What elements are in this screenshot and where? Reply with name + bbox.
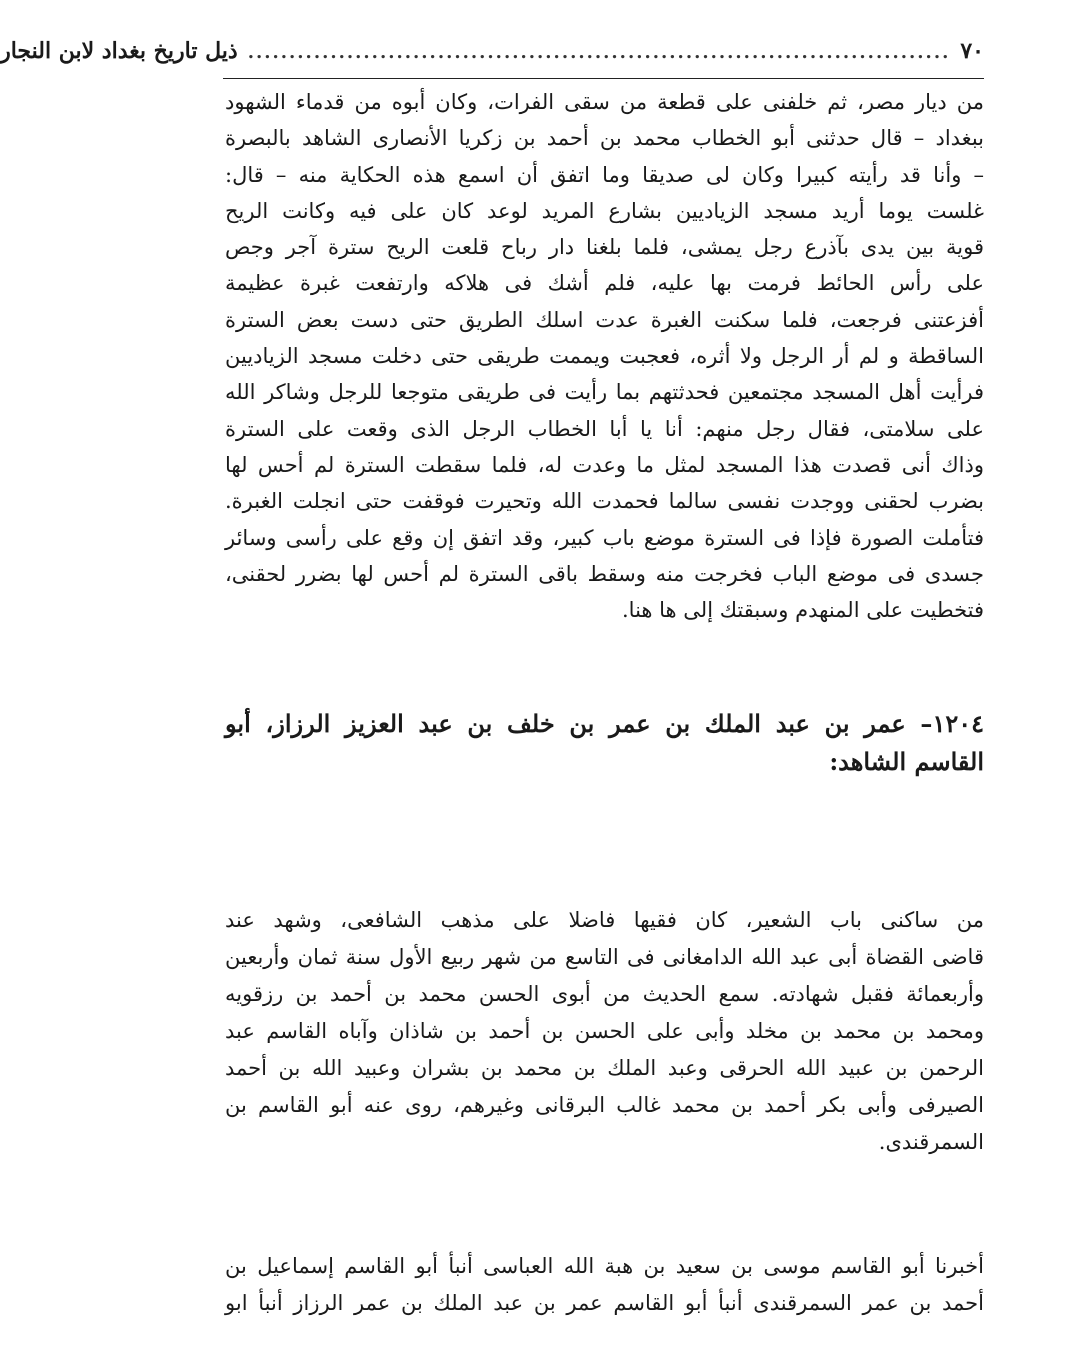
text-line: من ساكنى باب الشعير، كان فقيها فاضلا على مذهب الشافعى، وشهد عند — [225, 908, 984, 932]
text-line: أخبرنا أبو القاسم موسى بن سعيد بن هبة الله العباسى أنبأ أبو القاسم إسماعيل بن — [225, 1254, 984, 1278]
text-line: غلست يوما أريد مسجد الزياديين بشارع المريد لوعد كان على فيه وكانت الريح — [225, 198, 984, 223]
book-title: ذيل تاريخ بغداد لابن النجار — [0, 38, 238, 64]
text-line: على سلامتى، فقال رجل منهم: أنا يا أبا الخطاب الرجل الذى وقعت على السترة — [225, 416, 984, 441]
text-line: فتأملت الصورة فإذا فى السترة موضع باب كبير، وقد اتفق إن وقع على رأسى وسائر — [225, 525, 984, 550]
leader-dots: ..................................................................................... — [247, 42, 951, 63]
text-line: من ديار مصر، ثم خلفنى على قطعة من سقى الفرات، وكان أبوه من قدماء الشهود — [225, 90, 984, 114]
text-line: – وأنا قد رأيته كبيرا وكان لى صديقا وما اتفق أن اسمع هذه الحكاية منه – قال: — [225, 162, 984, 187]
isnad-paragraph — [225, 1248, 984, 1322]
entry-heading-line: القاسم الشاهد: — [829, 747, 984, 776]
text-line: وأربعمائة فقبل شهادته. سمع الحديث من أبوى الحسن محمد بن أحمد بن رزقويه — [225, 982, 984, 1006]
running-header — [0, 38, 984, 79]
narrative-paragraph — [225, 84, 984, 628]
text-line: الصيرفى وأبى بكر أحمد بن محمد غالب البرقانى وغيرهم، روى عنه أبو القاسم بن — [225, 1093, 984, 1117]
text-line: أحمد بن عمر السمرقندى أنبأ أبو القاسم عمر بن عبد الملك بن عمر الرزاز أنبأ ابو — [225, 1291, 984, 1315]
text-line: الساقطة و لم أر الرجل ولا أثره، فعجبت ويممت طريقى حتى دخلت مسجد الزياديين — [225, 344, 984, 369]
text-line: فتخطيت على المنهدم وسبقتك إلى ها هنا. — [622, 598, 984, 623]
text-line: ومحمد بن محمد بن مخلد وأبى على الحسن بن أحمد بن شاذان وآباه القاسم عبد — [225, 1019, 984, 1043]
text-line: ببغداد – قال حدثنى أبو الخطاب محمد بن أحمد بن زكريا الأنصارى الشاهد بالبصرة — [225, 126, 984, 151]
text-line: بضرب لحقنى ووجدت نفسى سالما فحمدت الله وتحيرت فوقفت حتى انجلت الغبرة. — [225, 489, 984, 514]
entry-heading-line: ١٢٠٤– عمر بن عبد الملك بن عمر بن خلف بن عبد العزيز الرزاز، أبو — [225, 709, 984, 738]
text-line: قوية بين يدى بآذرع رجل يمشى، فلما بلغنا دار رباح قلعت الريح سترة آجر وجص — [225, 235, 984, 260]
text-line: أفزعتنى فرجعت، فلما سكنت الغبرة عدت اسلك الطريق حتى دست بعض السترة — [225, 307, 984, 332]
page-number: ٧٠ — [960, 38, 984, 64]
text-line: وذاك أنى قصدت هذا المسجد لمثل ما وعدت له، فلما سقطت السترة لم أحس لها — [225, 452, 984, 477]
entry-heading — [225, 705, 984, 781]
text-line: السمرقندى. — [878, 1130, 984, 1154]
text-line: قاضى القضاة أبى عبد الله الدامغانى فى التاسع من شهر ربيع الأول سنة ثمان وأربعين — [225, 945, 984, 969]
text-line: على رأس الحائط فرمت بها عليه، فلم أشك فى هلاكه وارتفعت غبرة عظيمة — [225, 271, 984, 296]
text-line: جسدى فى موضع الباب فخرجت منه وسقط باقى السترة لم أحس لها بضرر لحقنى، — [225, 561, 984, 586]
text-line: الرحمن بن عبيد الله الحرقى وعبد الملك بن محمد بن بشران وعبيد الله بن أحمد — [225, 1056, 984, 1080]
biography-paragraph — [225, 902, 984, 1161]
text-line: فرأيت أهل المسجد مجتمعين فحدثتهم بما رأيت فى طريقى متوجعا للرجل وشاكر الله — [225, 380, 984, 405]
